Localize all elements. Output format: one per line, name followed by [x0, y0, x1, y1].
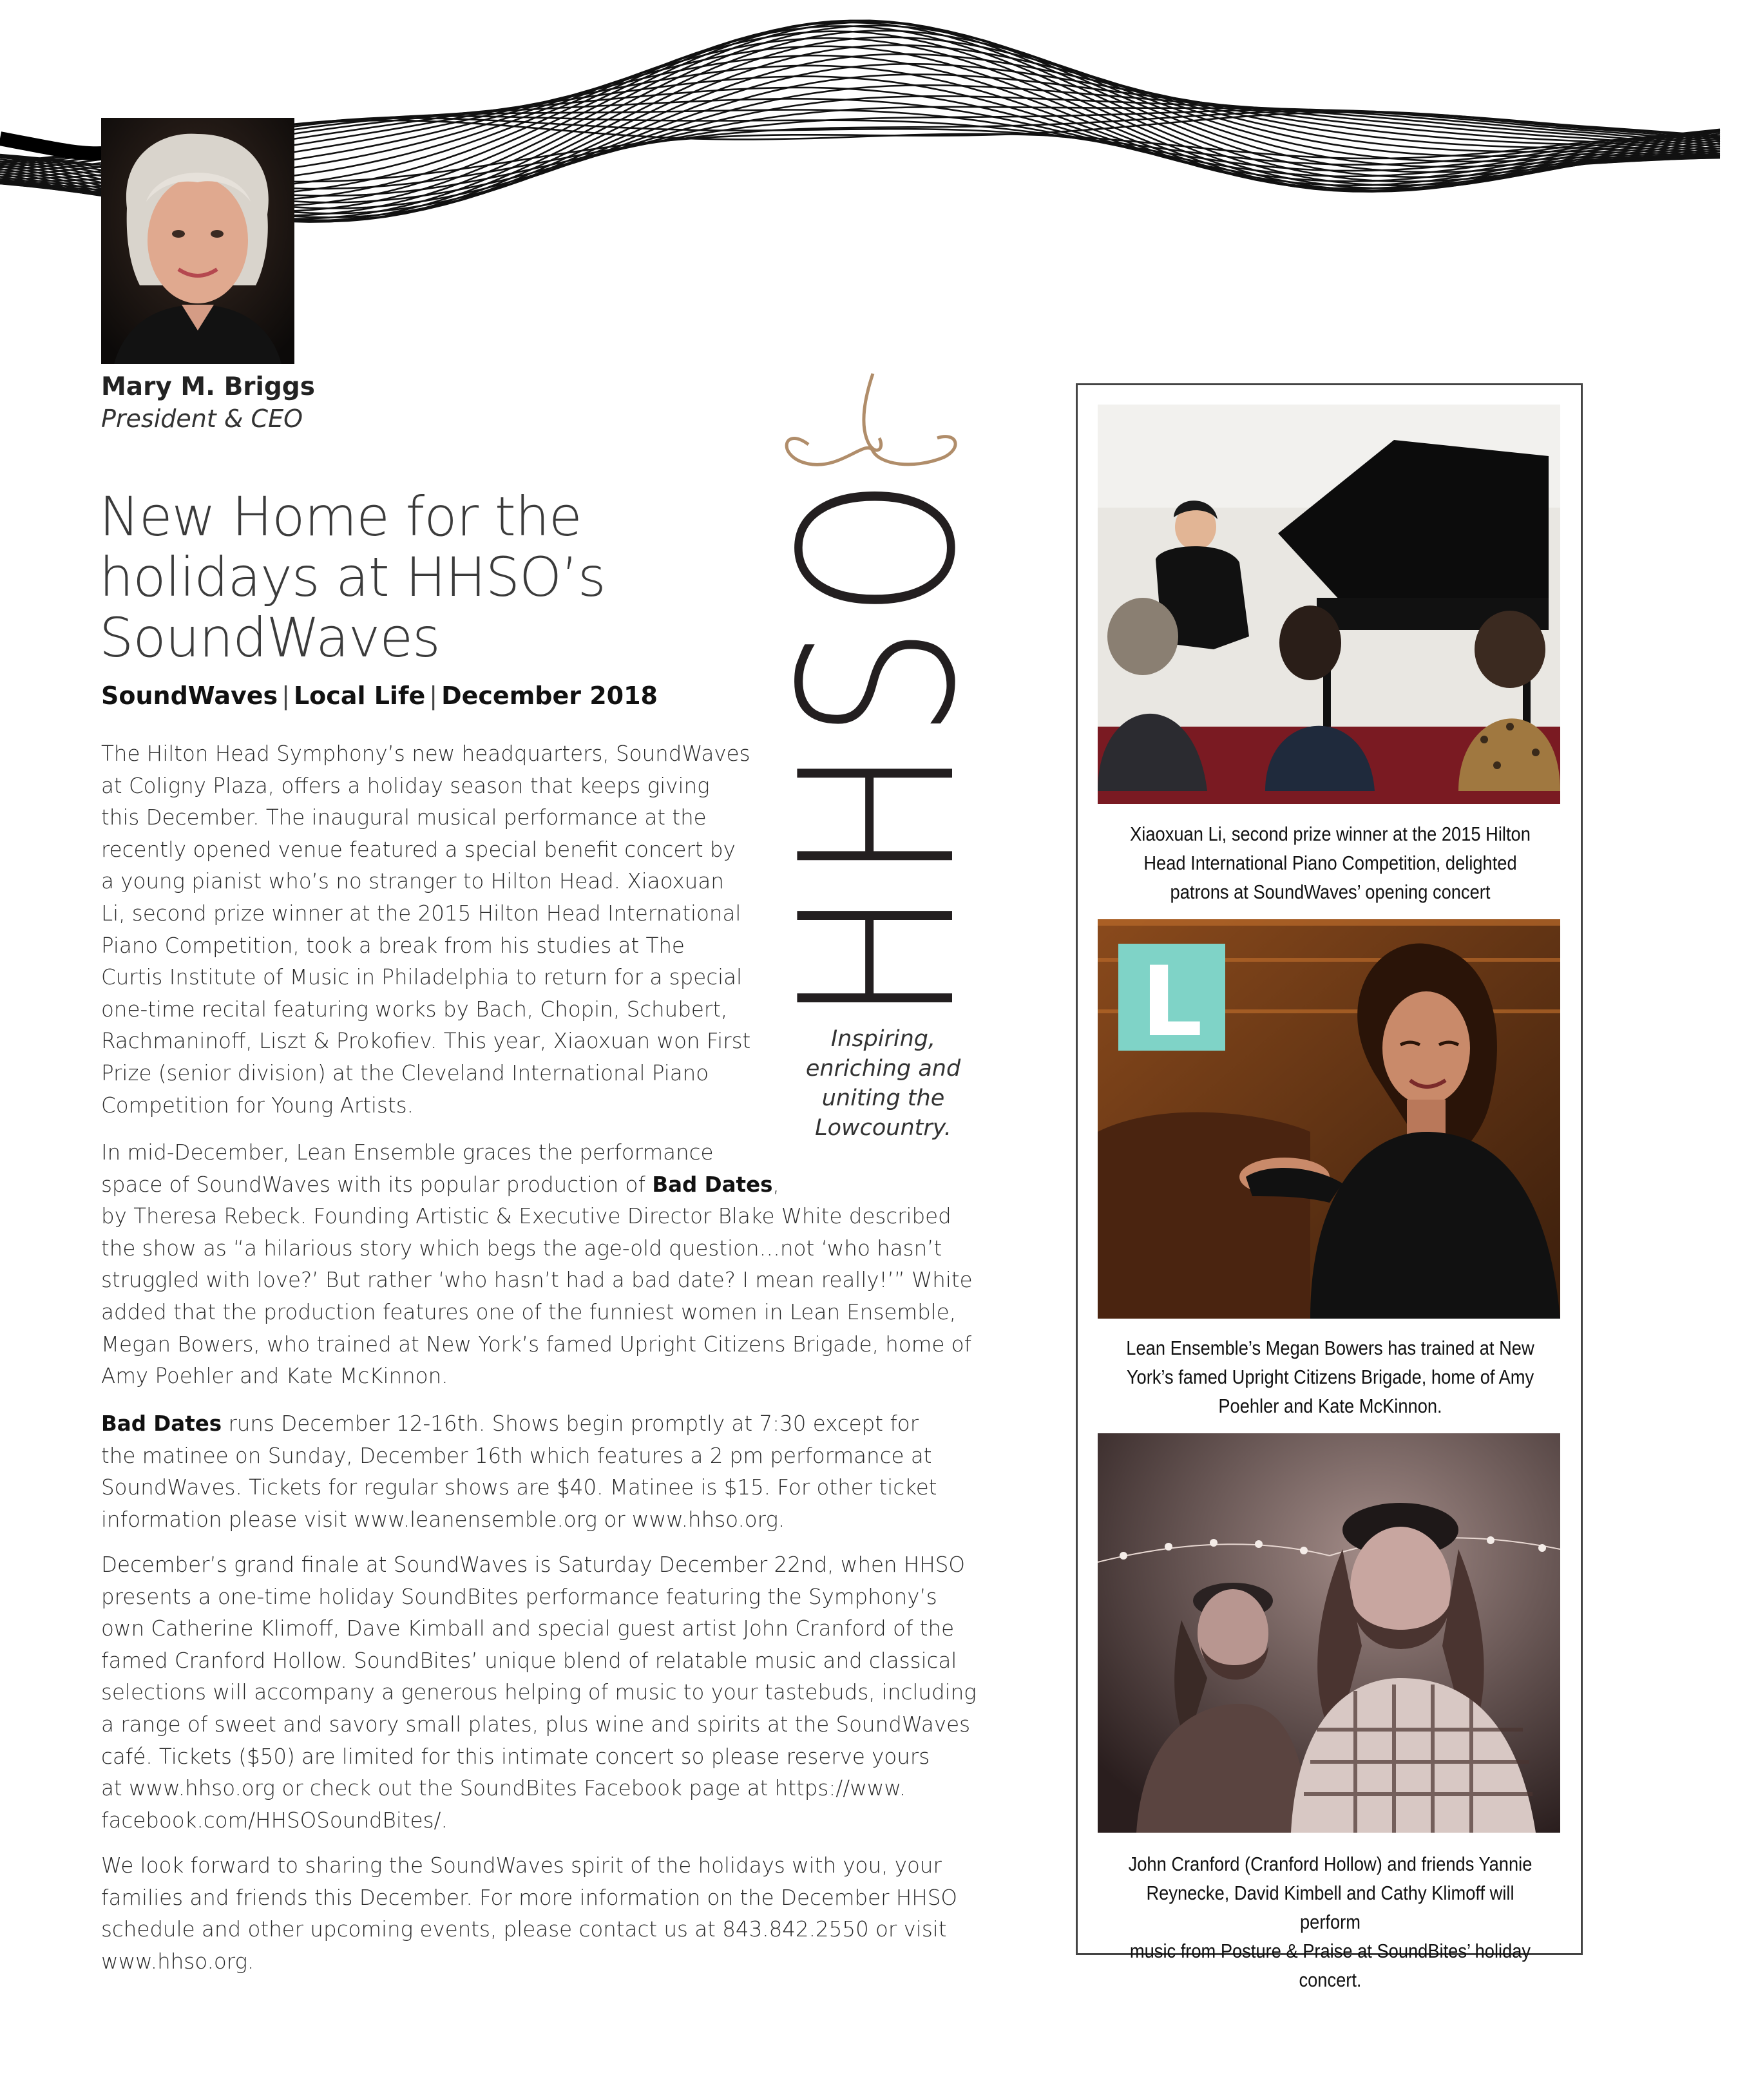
author-name: Mary M. Briggs: [101, 372, 315, 401]
text-line: own Catherine Klimoff, Dave Kimball and special guest artist John Cranford of the: [101, 1616, 955, 1641]
article-paragraph-3: [101, 1408, 1022, 1536]
wave-lead-line: [0, 138, 103, 153]
show-title: Bad Dates: [652, 1172, 773, 1197]
text-line: Competition for Young Artists.: [101, 1093, 414, 1118]
text-line: selections will accompany a generous helping of music to your tastebuds, including: [101, 1680, 977, 1705]
tagline-line: uniting the: [821, 1085, 945, 1111]
text-line: In mid-December, Lean Ensemble graces the performance: [101, 1140, 714, 1165]
text-line: presents a one-time holiday SoundBites performance featuring the Symphony’s: [101, 1584, 937, 1609]
caption-line: York’s famed Upright Citizens Brigade, home of Amy: [1126, 1366, 1534, 1388]
headline-line: New Home for the: [99, 485, 582, 548]
headline-line: SoundWaves: [99, 606, 440, 669]
tagline-line: Lowcountry.: [815, 1115, 951, 1141]
text-line: www.hhso.org.: [101, 1949, 254, 1974]
article-headline: [99, 486, 743, 668]
text-line: space of SoundWaves with its popular production of Bad Dates,: [101, 1172, 779, 1197]
text-line: this December. The inaugural musical performance at the: [101, 805, 707, 830]
article-paragraph-1: [101, 738, 771, 1122]
text-line: a young pianist who’s no stranger to Hilton Head. Xiaoxuan: [101, 869, 724, 894]
text-line: café. Tickets ($50) are limited for this intimate concert so please reserve yours: [101, 1744, 930, 1769]
text-line: the matinee on Sunday, December 16th which features a 2 pm performance at: [101, 1443, 932, 1468]
text-line: Megan Bowers, who trained at New York’s famed Upright Citizens Brigade, home of: [101, 1332, 972, 1357]
text-line: at www.hhso.org or check out the SoundBites Facebook page at https://www.: [101, 1776, 906, 1801]
text-line: facebook.com/HHSOSoundBites/.: [101, 1808, 448, 1833]
text-line: information please visit www.leanensemble.org or www.hhso.org.: [101, 1507, 785, 1532]
photo-pianist-concert: [1098, 405, 1560, 804]
caption-line: Reynecke, David Kimbell and Cathy Klimoff will perform: [1146, 1882, 1514, 1933]
text-line: the show as “a hilarious story which begs the age-old question…not ‘who hasn’t: [101, 1236, 942, 1261]
text-line: Piano Competition, took a break from his studies at The: [101, 933, 685, 958]
photo-megan-bowers: [1098, 919, 1560, 1319]
text-line: Rachmaninoff, Liszt & Prokofiev. This year, Xiaoxuan won First: [101, 1029, 751, 1054]
text-line: schedule and other upcoming events, please contact us at 843.842.2550 or visit: [101, 1917, 947, 1942]
text-line: The Hilton Head Symphony’s new headquarters, SoundWaves: [101, 741, 750, 766]
photo-cranford-hollow-caption: [1118, 1849, 1543, 1994]
photo-cranford-hollow: [1098, 1433, 1560, 1833]
text-line: Amy Poehler and Kate McKinnon.: [101, 1364, 448, 1389]
article-paragraph-5: [101, 1850, 1022, 1978]
headline-line: holidays at HHSO’s: [99, 546, 606, 609]
tagline-line: Inspiring,: [830, 1026, 936, 1052]
text-line: recently opened venue featured a special benefit concert by: [101, 837, 736, 862]
article-paragraph-2: [101, 1137, 1022, 1393]
text-line: at Coligny Plaza, offers a holiday season that keeps giving: [101, 773, 710, 798]
text-line: families and friends this December. For more information on the December HHSO: [101, 1885, 957, 1910]
caption-line: Poehler and Kate McKinnon.: [1218, 1395, 1442, 1417]
text-line: We look forward to sharing the SoundWaves spirit of the holidays with you, your: [101, 1853, 942, 1878]
text-line: by Theresa Rebeck. Founding Artistic & Executive Director Blake White described: [101, 1204, 951, 1229]
tagline-line: enriching and: [805, 1056, 961, 1082]
photo-pianist-caption: [1118, 819, 1543, 906]
photo-megan-bowers-caption: [1118, 1333, 1543, 1420]
caption-line: Head International Piano Competition, delighted: [1143, 852, 1517, 874]
text-line: struggled with love?’ But rather ‘who hasn’t had a bad date? I mean really!’” White: [101, 1268, 973, 1293]
caption-line: music from Posture & Praise at SoundBites’ holiday concert.: [1129, 1940, 1531, 1991]
text-line: a range of sweet and savory small plates, plus wine and spirits at the SoundWaves: [101, 1712, 971, 1737]
text-line: Curtis Institute of Music in Philadelphia to return for a special: [101, 965, 743, 990]
kicker-category: Local Life: [293, 682, 426, 710]
hhso-logo: [755, 371, 1002, 1031]
logo-letters: HHSO: [755, 371, 1002, 1024]
text-line: Bad Dates runs December 12-16th. Shows begin promptly at 7:30 except for: [101, 1411, 919, 1436]
text-line: SoundWaves. Tickets for regular shows are $40. Matinee is $15. For other ticket: [101, 1475, 937, 1500]
text-line: one-time recital featuring works by Bach, Chopin, Schubert,: [101, 997, 728, 1022]
caption-line: Lean Ensemble’s Megan Bowers has trained at New: [1126, 1337, 1534, 1359]
text-line: December’s grand finale at SoundWaves is Saturday December 22nd, when HHSO: [101, 1552, 965, 1577]
logo-flourish: [787, 374, 955, 464]
text-line: added that the production features one of the funniest women in Lean Ensemble,: [101, 1299, 957, 1324]
text-line: famed Cranford Hollow. SoundBites’ unique blend of relatable music and classical: [101, 1648, 957, 1673]
kicker-date: December 2018: [441, 682, 658, 710]
show-title: Bad Dates: [101, 1411, 222, 1436]
author-portrait: [101, 118, 294, 364]
article-paragraph-4: [101, 1549, 1022, 1837]
caption-line: John Cranford (Cranford Hollow) and friends Yannie: [1128, 1853, 1533, 1875]
kicker-separator: |: [282, 682, 290, 710]
article-kicker: [101, 682, 658, 710]
text-line: Li, second prize winner at the 2015 Hilton Head International: [101, 901, 741, 926]
kicker-section: SoundWaves: [101, 682, 278, 710]
kicker-separator: |: [429, 682, 438, 710]
ensemble-logo-letter: L: [1141, 946, 1203, 1058]
text-line: Prize (senior division) at the Cleveland International Piano: [101, 1060, 709, 1085]
logo-tagline: [783, 1024, 983, 1143]
author-title: President & CEO: [101, 405, 303, 433]
caption-line: Xiaoxuan Li, second prize winner at the 2015 Hilton: [1130, 823, 1531, 845]
caption-line: patrons at SoundWaves’ opening concert: [1170, 881, 1491, 903]
